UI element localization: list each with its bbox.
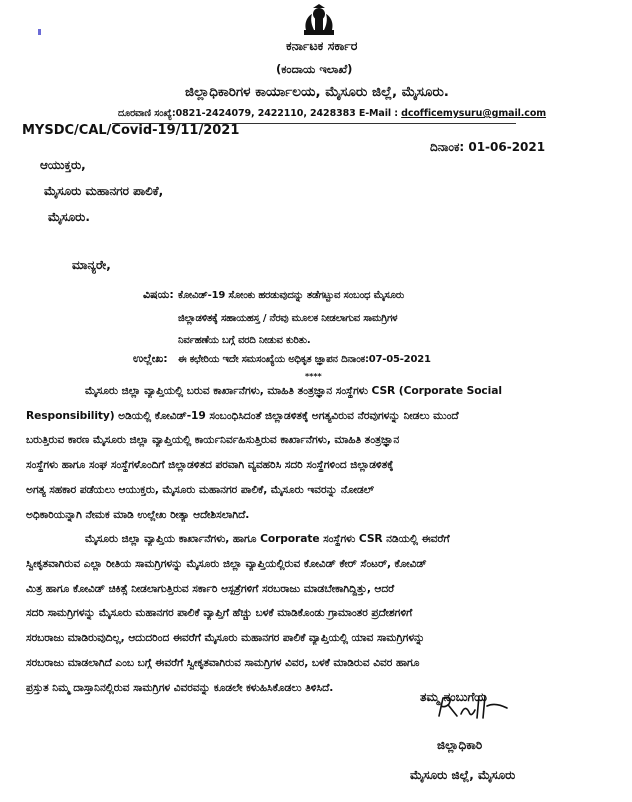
- paragraph2-line-5: ಸರಬರಾಜು ಮಾಡಿರುವುದಿಲ್ಲ, ಆದುದರಿಂದ ಈವರೆಗೆ ಮೈಸೂರು ಮಹಾನಗರ ಪಾಲಿಕೆ ವ್ಯಾಪ್ತಿಯಲ್ಲಿ ಯಾವ ಸಾಮಗ್ರಿಗಳನ್ನು: [26, 631, 425, 644]
- addressee-line-2: ಮೈಸೂರು ಮಹಾನಗರ ಪಾಲಿಕೆ,: [44, 184, 164, 198]
- state-emblem-icon: [298, 4, 340, 38]
- subject-label: ವಿಷಯ:: [143, 288, 174, 301]
- phone-numbers: 0821-2424079, 2422110, 2428383: [175, 108, 356, 119]
- salutation: ಮಾನ್ಯರೇ,: [72, 258, 111, 272]
- email-address: dcofficemysuru@gmail.com: [401, 108, 547, 119]
- subject-line-3: ನಿರ್ವಹಣೆಯ ಬಗ್ಗೆ ವರದಿ ನೀಡುವ ಕುರಿತು.: [178, 335, 311, 346]
- paragraph2-line-7: ಪ್ರಸ್ತುತ ನಿಮ್ಮ ದಾಸ್ತಾನಿನಲ್ಲಿರುವ ಸಾಮಗ್ರಿಗಳ ವಿವರವನ್ನು ಕೂಡಲೇ ಕಳುಹಿಸಿಕೊಡಲು ತಿಳಿಸಿದೆ.: [26, 681, 334, 694]
- department-title: (ಕಂದಾಯ ಇಲಾಖೆ): [276, 62, 353, 76]
- subject-line-1: ಕೋವಿಡ್-19 ಸೋಂಕು ಹರಡುವುದನ್ನು ತಡೆಗಟ್ಟುವ ಸಂಬಂಧ ಮೈಸೂರು: [178, 290, 405, 301]
- paragraph2-line-4: ಸದರಿ ಸಾಮಗ್ರಿಗಳನ್ನು ಮೈಸೂರು ಮಹಾನಗರ ಪಾಲಿಕೆ ವ್ಯಾಪ್ತಿಗೆ ಹೆಚ್ಚು ಬಳಕೆ ಮಾಡಿಕೊಂಡು ಗ್ರಾಮಾಂತರ ಪ್ರದೇಶಗಳಿಗೆ: [26, 606, 413, 619]
- paragraph1-line-6: ಅಧಿಕಾರಿಯನ್ನಾಗಿ ನೇಮಕ ಮಾಡಿ ಉಲ್ಲೇಖ ರೀತ್ಯಾ ಆದೇಶಿಸಲಾಗಿದೆ.: [26, 508, 250, 521]
- closing-location: ಮೈಸೂರು ಜಿಲ್ಲೆ, ಮೈಸೂರು: [410, 768, 516, 782]
- paragraph1-line-3: ಬರುತ್ತಿರುವ ಕಾರಣ ಮೈಸೂರು ಜಿಲ್ಲಾ ವ್ಯಾಪ್ತಿಯಲ್ಲಿ ಕಾರ್ಯನಿರ್ವಹಿಸುತ್ತಿರುವ ಕಾರ್ಖಾನೆಗಳು, ಮಾಹಿತಿ ತಂತ್ರಜ್ಞಾನ: [26, 433, 400, 446]
- closing-designation: ಜಿಲ್ಲಾಧಿಕಾರಿ: [437, 738, 483, 752]
- paragraph2-line-2: ಸ್ವೀಕೃತವಾಗಿರುವ ಎಲ್ಲಾ ರೀತಿಯ ಸಾಮಗ್ರಿಗಳನ್ನು ಮೈಸೂರು ಜಿಲ್ಲಾ ವ್ಯಾಪ್ತಿಯಲ್ಲಿರುವ ಕೋವಿಡ್ ಕೇರ್ ಸೆಂಟರ್, ಕೋವಿಡ್: [26, 557, 427, 570]
- subject-line-2: ಜಿಲ್ಲಾಡಳಿತಕ್ಕೆ ಸಹಾಯಹಸ್ತ / ನೆರವು ಮೂಲಕ ನೀಡಲಾಗುವ ಸಾಮಗ್ರಿಗಳ: [178, 313, 398, 324]
- paragraph2-line-1: ಮೈಸೂರು ಜಿಲ್ಲಾ ವ್ಯಾಪ್ತಿಯ ಕಾರ್ಖಾನೆಗಳು, ಹಾಗೂ Corporate ಸಂಸ್ಥೆಗಳು CSR ನಡಿಯಲ್ಲಿ ಈವರೆಗೆ: [85, 532, 450, 545]
- phone-label: ದೂರವಾಣಿ ಸಂಖ್ಯೆ:: [118, 108, 176, 119]
- signature: [435, 692, 515, 724]
- reference-number: MYSDC/CAL/Covid-19/11/2021: [22, 123, 240, 138]
- addressee-line-3: ಮೈಸೂರು.: [48, 210, 90, 224]
- email-label: E-Mail :: [355, 108, 402, 119]
- reference-label: ಉಲ್ಲೇಖ:: [133, 352, 168, 365]
- paragraph1-line-4: ಸಂಸ್ಥೆಗಳು ಹಾಗೂ ಸಂಘ ಸಂಸ್ಥೆಗಳೊಂದಿಗೆ ಜಿಲ್ಲಾಡಳಿತದ ಪರವಾಗಿ ವ್ಯವಹರಿಸಿ ಸದರಿ ಸಂಸ್ಥೆಗಳಿಂದ ಜಿಲ್ಲಾಡಳಿತಕ್ಕೆ: [26, 458, 394, 471]
- paragraph2-line-6: ಸರಬರಾಜು ಮಾಡಲಾಗಿದೆ ಎಂಬ ಬಗ್ಗೆ ಈವರೆಗೆ ಸ್ವೀಕೃತವಾಗಿರುವ ಸಾಮಗ್ರಿಗಳ ವಿವರ, ಬಳಕೆ ಮಾಡಿರುವ ವಿವರ ಹಾಗೂ: [26, 656, 420, 669]
- letter-date: ದಿನಾಂಕ: 01-06-2021: [430, 140, 546, 154]
- paragraph2-line-3: ಮಿತ್ರ ಹಾಗೂ ಕೋವಿಡ್ ಚಿಕಿತ್ಸೆ ನೀಡಲಾಗುತ್ತಿರುವ ಸರ್ಕಾರಿ ಆಸ್ಪತ್ರೆಗಳಿಗೆ ಸರಬರಾಜು ಮಾಡಬೇಕಾಗಿದ್ದಿತ್ತು, ಆದರೆ: [26, 582, 395, 595]
- paragraph1-line-1: ಮೈಸೂರು ಜಿಲ್ಲಾ ವ್ಯಾಪ್ತಿಯಲ್ಲಿ ಬರುವ ಕಾರ್ಖಾನೆಗಳು, ಮಾಹಿತಿ ತಂತ್ರಜ್ಞಾನ ಸಂಸ್ಥೆಗಳು CSR (Corporate Social: [85, 384, 502, 397]
- separator: ****: [305, 372, 322, 381]
- government-title: ಕರ್ನಾಟಕ ಸರ್ಕಾರ: [286, 38, 358, 53]
- office-title: ಜಿಲ್ಲಾಧಿಕಾರಿಗಳ ಕಾರ್ಯಾಲಯ, ಮೈಸೂರು ಜಿಲ್ಲೆ, ಮೈಸೂರು.: [185, 84, 449, 100]
- addressee-line-1: ಆಯುಕ್ತರು,: [40, 158, 86, 172]
- scan-mark: [38, 29, 41, 35]
- reference-text: ಈ ಕಛೇರಿಯ ಇದೇ ಸಮಸಂಖ್ಯೆಯ ಅಧಿಕೃತ ಜ್ಞಾಪನ ದಿನಾಂಕ:07-05-2021: [178, 354, 431, 365]
- contact-line: [118, 108, 546, 119]
- closing-yours: ತಮ್ಮ ನಂಬುಗೆಯ: [420, 690, 487, 704]
- paragraph1-line-5: ಅಗತ್ಯ ಸಹಕಾರ ಪಡೆಯಲು ಆಯುಕ್ತರು, ಮೈಸೂರು ಮಹಾನಗರ ಪಾಲಿಕೆ, ಮೈಸೂರು ಇವರನ್ನು ನೋಡಲ್: [26, 483, 374, 496]
- paragraph1-line-2: Responsibility) ಅಡಿಯಲ್ಲಿ ಕೋವಿಡ್-19 ಸಂಬಂಧಿಸಿದಂತೆ ಜಿಲ್ಲಾಡಳಿತಕ್ಕೆ ಅಗತ್ಯವಿರುವ ನೆರವುಗಳನ್ನು ನೀಡಲು ಮುಂದೆ: [26, 409, 459, 422]
